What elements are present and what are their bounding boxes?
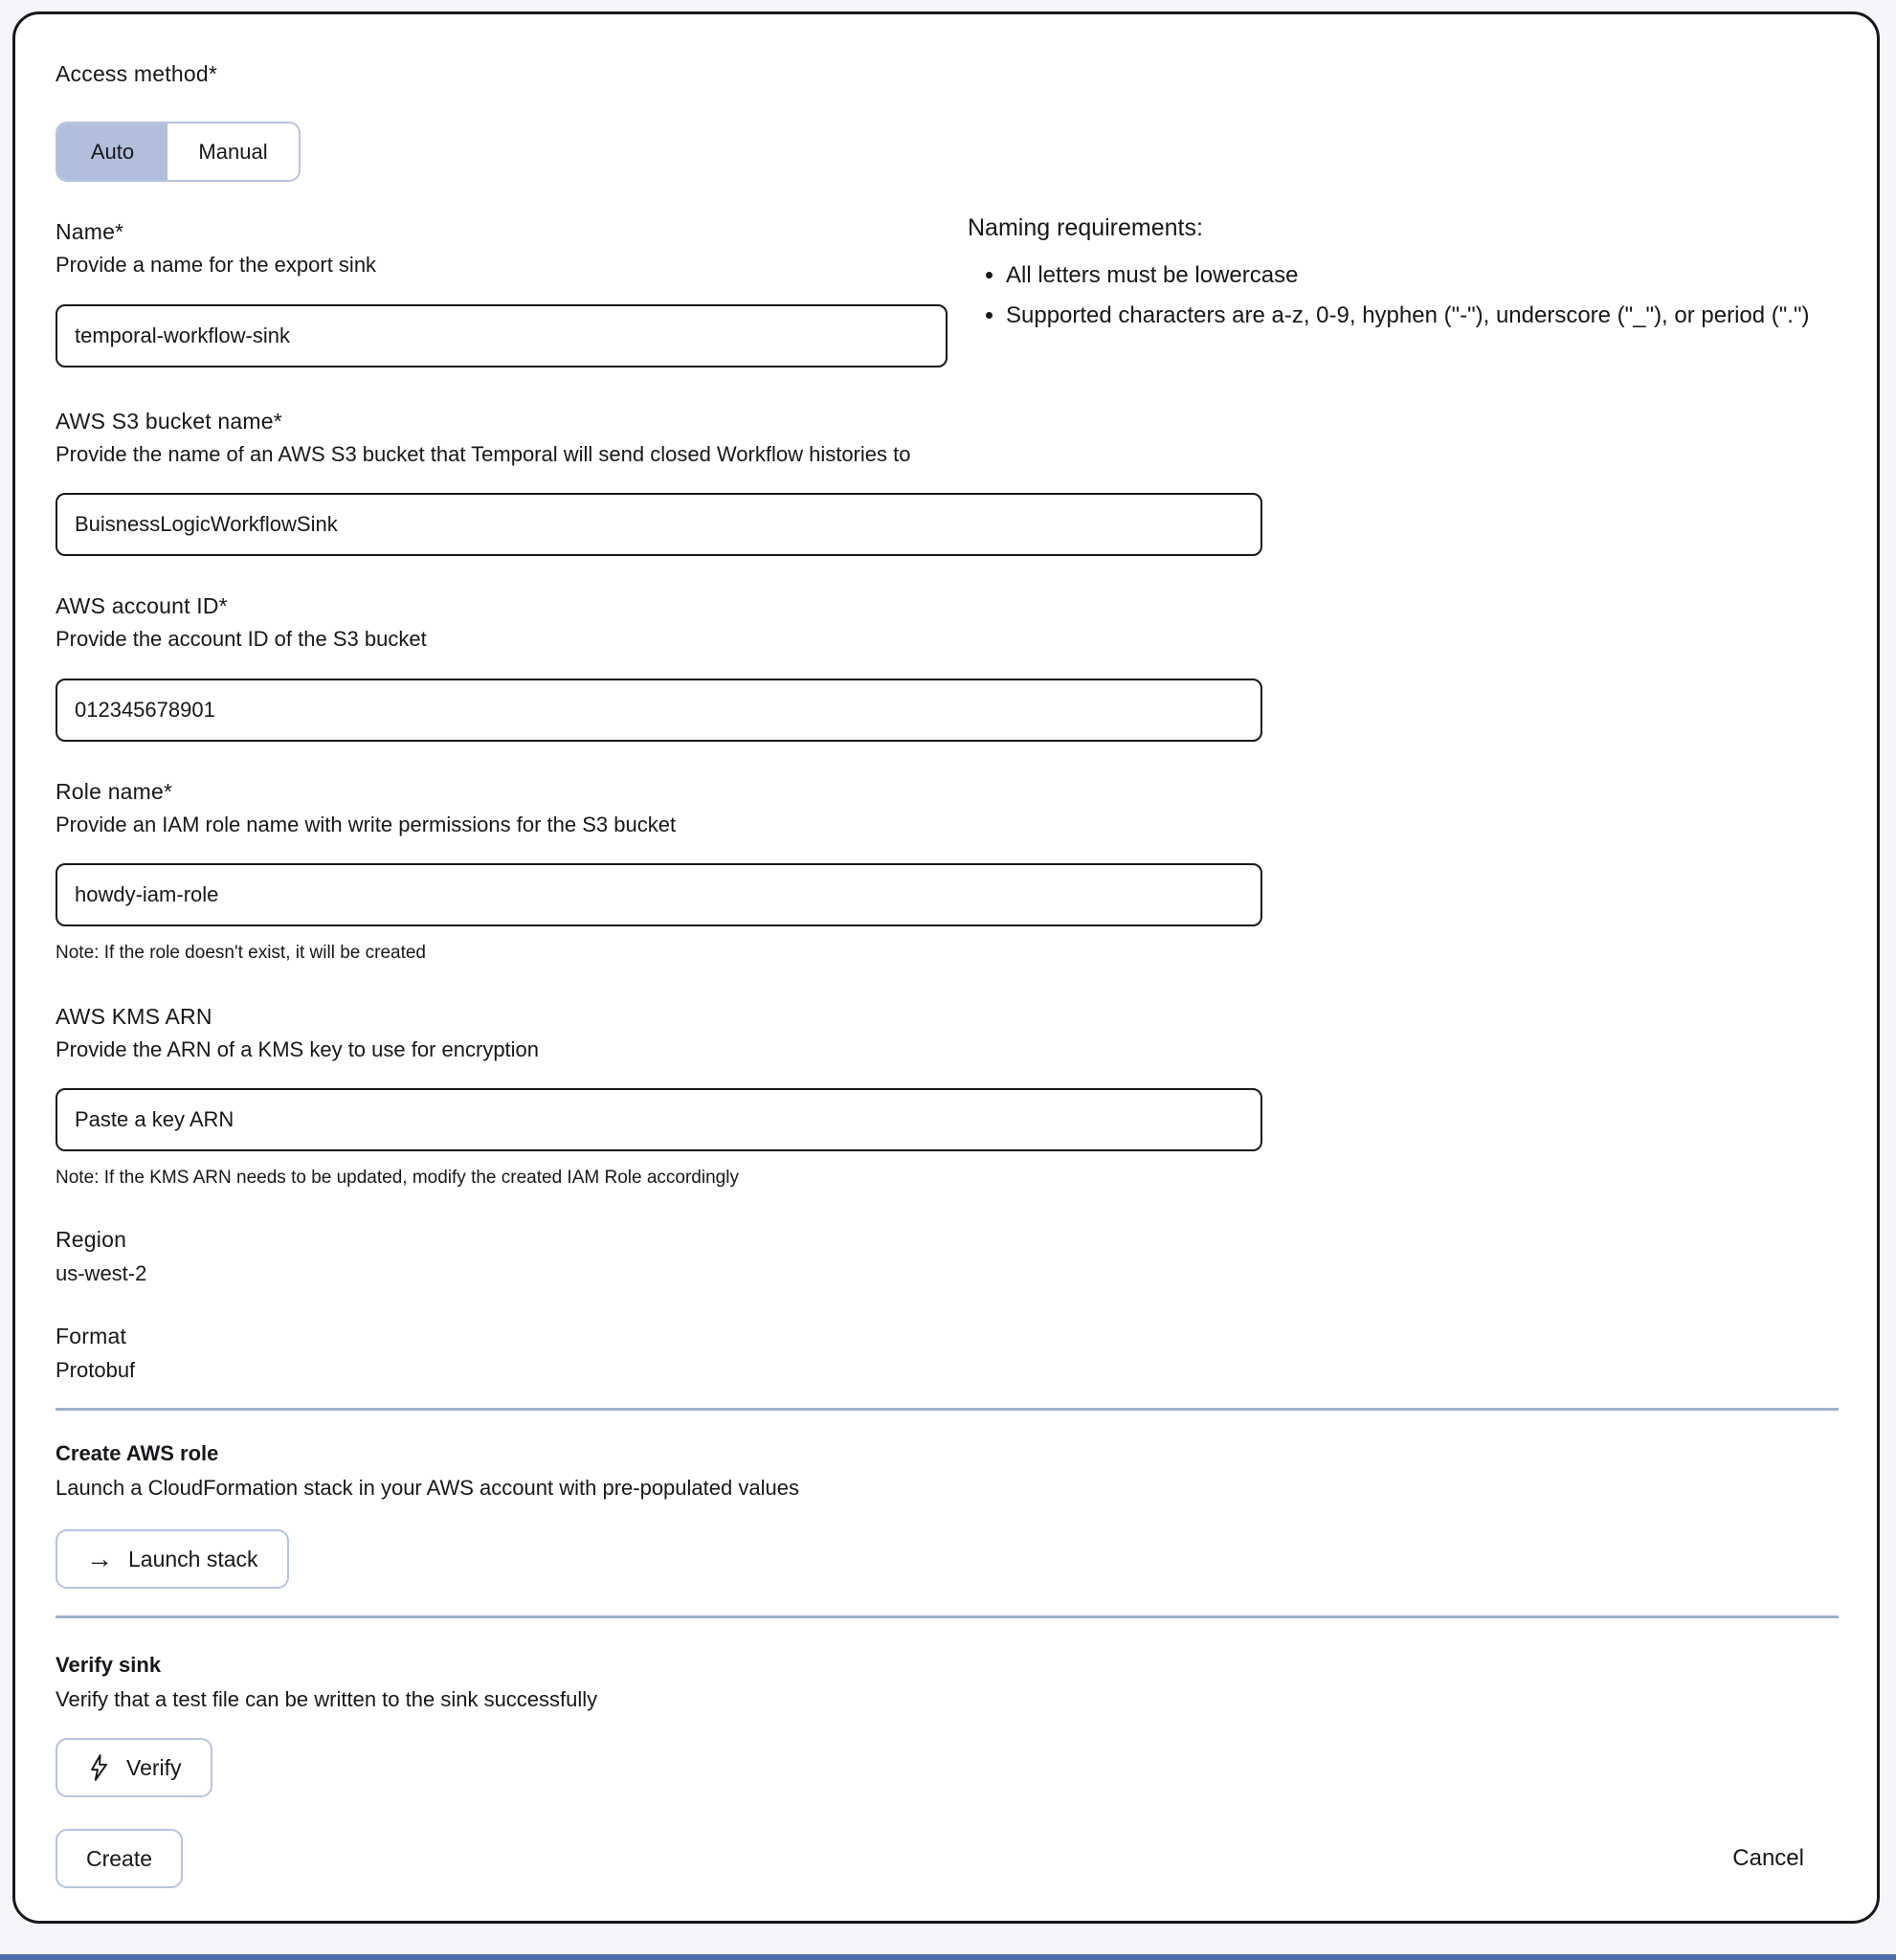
lightning-bolt-icon (86, 1753, 111, 1782)
kms-arn-label: AWS KMS ARN (56, 1004, 212, 1029)
account-id-description: Provide the account ID of the S3 bucket (56, 627, 427, 651)
create-button[interactable]: Create (56, 1829, 183, 1888)
naming-requirement-item: • All letters must be lowercase (1006, 256, 1867, 296)
access-method-toggle (56, 122, 301, 182)
export-sink-form-card (12, 11, 1880, 1924)
verify-button[interactable] (56, 1738, 212, 1797)
cancel-button[interactable]: Cancel (1732, 1845, 1804, 1871)
launch-stack-button[interactable] (56, 1529, 289, 1589)
naming-requirements-title: Naming requirements: (968, 214, 1203, 241)
region-value: us-west-2 (56, 1261, 147, 1285)
create-aws-role-description: Launch a CloudFormation stack in your AWS account with pre-populated values (56, 1476, 799, 1500)
s3-bucket-label: AWS S3 bucket name* (56, 409, 282, 434)
arrow-right-icon: → (86, 1544, 113, 1573)
account-id-label: AWS account ID* (56, 593, 228, 618)
role-name-label: Role name* (56, 779, 173, 804)
name-description: Provide a name for the export sink (56, 253, 377, 277)
section-divider (56, 1615, 1839, 1618)
name-label: Name* (56, 219, 124, 244)
s3-bucket-input[interactable] (56, 493, 1262, 556)
kms-arn-input[interactable] (56, 1088, 1262, 1151)
role-name-description: Provide an IAM role name with write permissions for the S3 bucket (56, 813, 677, 836)
naming-requirements-list (968, 256, 1867, 336)
role-name-note: Note: If the role doesn't exist, it will be created (56, 943, 426, 963)
account-id-input[interactable] (56, 679, 1262, 742)
verify-button-label: Verify (126, 1754, 182, 1780)
naming-requirements (968, 212, 1867, 336)
verify-sink-description: Verify that a test file can be written to the sink successfully (56, 1687, 598, 1711)
section-divider (56, 1408, 1839, 1411)
access-method-manual-option[interactable]: Manual (167, 123, 299, 180)
window-bottom-accent-bar (0, 1954, 1896, 1960)
name-input[interactable] (56, 304, 948, 368)
region-label: Region (56, 1227, 127, 1252)
create-aws-role-title: Create AWS role (56, 1441, 219, 1465)
naming-requirement-item: • Supported characters are a-z, 0-9, hyphen ("-"), underscore ("_"), or period (".") (1006, 296, 1867, 336)
format-value: Protobuf (56, 1358, 136, 1382)
kms-arn-note: Note: If the KMS ARN needs to be updated, modify the created IAM Role accordingly (56, 1168, 739, 1188)
access-method-label: Access method* (56, 61, 217, 86)
s3-bucket-description: Provide the name of an AWS S3 bucket that Temporal will send closed Workflow histories to (56, 442, 911, 466)
verify-sink-title: Verify sink (56, 1653, 162, 1677)
form-actions (56, 1829, 1839, 1888)
kms-arn-description: Provide the ARN of a KMS key to use for encryption (56, 1037, 540, 1061)
launch-stack-button-label: Launch stack (128, 1546, 258, 1571)
access-method-auto-option[interactable]: Auto (57, 123, 167, 180)
role-name-input[interactable] (56, 863, 1262, 926)
format-label: Format (56, 1324, 127, 1348)
